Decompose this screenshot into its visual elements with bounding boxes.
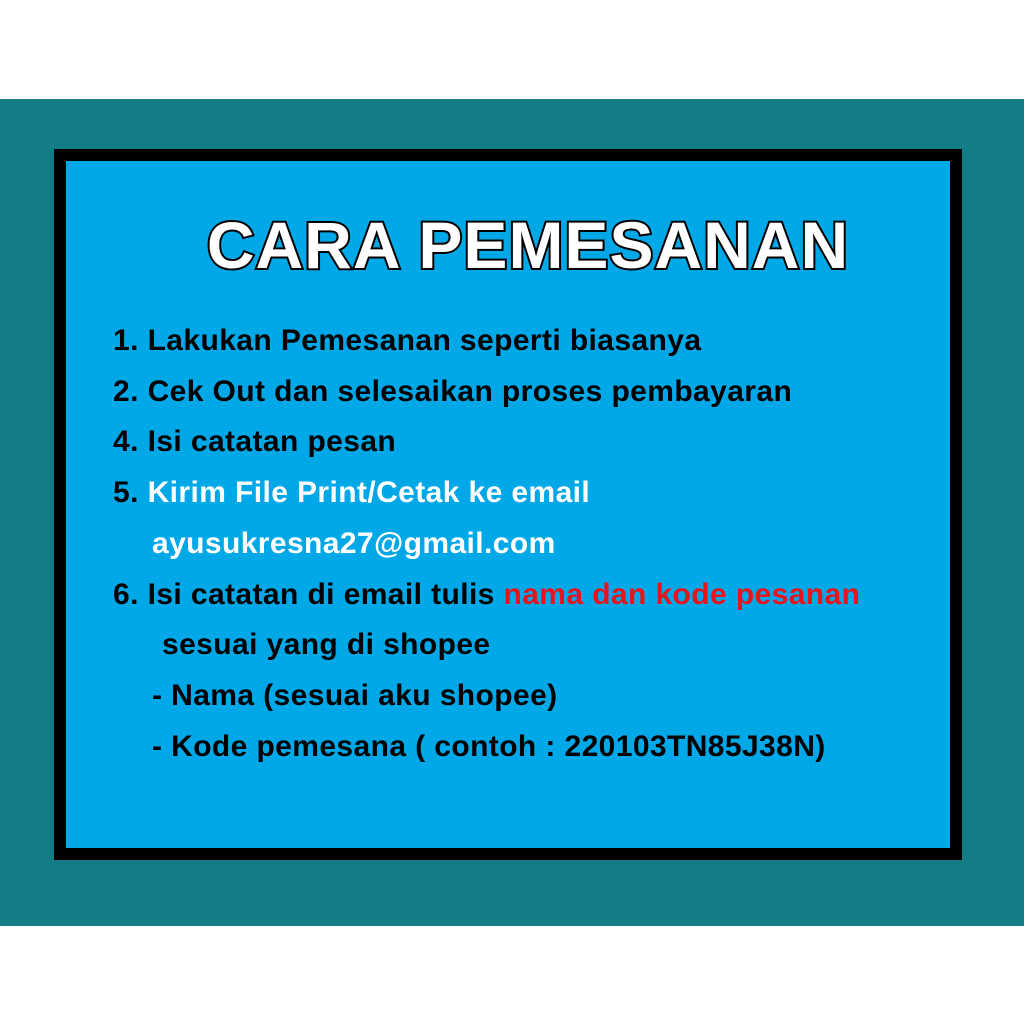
page-title: CARA PEMESANAN (206, 208, 850, 282)
step-4-text: Isi catatan pesan (147, 425, 397, 458)
step-5 (113, 475, 590, 511)
step-6-highlight: nama dan kode pesanan (503, 578, 861, 611)
step-4 (113, 424, 396, 460)
step-1-text: Lakukan Pemesanan seperti biasanya (147, 324, 702, 357)
step-4-number: 4. (113, 425, 139, 458)
step-6-text: Isi catatan di email tulis (147, 578, 504, 611)
sub-item-nama: - Nama (sesuai aku shopee) (152, 679, 558, 712)
step-1-number: 1. (113, 324, 139, 357)
step-2-text: Cek Out dan selesaikan proses pembayaran (147, 375, 793, 408)
step-5-text: Kirim File Print/Cetak ke email (147, 476, 591, 509)
sub-item-kode: - Kode pemesana ( contoh : 220103TN85J38N) (152, 730, 826, 763)
step-5-number: 5. (113, 476, 139, 509)
step-6-continuation: sesuai yang di shopee (162, 628, 491, 661)
step-2-number: 2. (113, 375, 139, 408)
step-6-number: 6. (113, 578, 139, 611)
step-2 (113, 374, 792, 410)
step-6 (113, 577, 860, 613)
step-1 (113, 323, 701, 359)
email-address: ayusukresna27@gmail.com (152, 527, 556, 560)
